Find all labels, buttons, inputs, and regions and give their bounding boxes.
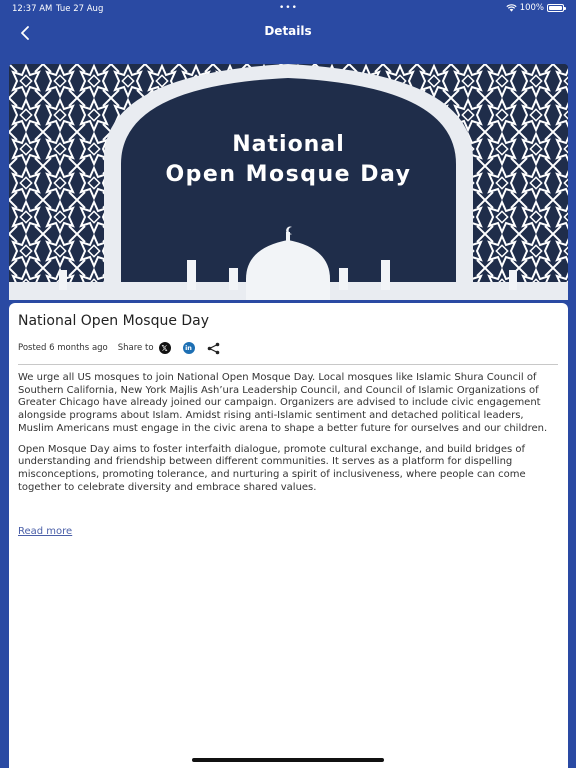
status-date: Tue 27 Aug: [56, 4, 104, 14]
article-meta: [18, 341, 221, 355]
divider: [18, 364, 558, 365]
article-banner-image: [9, 64, 568, 300]
battery-icon: [547, 4, 564, 12]
x-twitter-icon[interactable]: [159, 342, 171, 354]
share-glyph: [207, 342, 220, 355]
wifi-icon: [506, 4, 517, 12]
home-indicator[interactable]: [192, 758, 384, 762]
banner-title-line2: Open Mosque Day: [165, 162, 412, 187]
nav-bar: [0, 18, 576, 46]
read-more-link[interactable]: Read more: [18, 526, 73, 537]
page-title: Details: [264, 24, 312, 38]
article-title: National Open Mosque Day: [18, 313, 210, 329]
linkedin-icon[interactable]: [183, 342, 195, 354]
share-icon[interactable]: [207, 341, 221, 355]
status-bar: [0, 0, 576, 18]
article-paragraph-2: Open Mosque Day aims to foster interfaith dialogue, promote cultural exchange, and build bridges of understanding and friendship between different communities. It serves as a platform for dispelling misconceptions, promoting tolerance, and nurturing a spirit of inclusiveness, where people can come together to celebrate diversity and embrace shared values.: [18, 443, 526, 493]
posted-time: Posted 6 months ago: [18, 343, 108, 353]
article-card: [9, 303, 568, 768]
share-label: Share to: [117, 343, 154, 353]
status-time: 12:37 AM: [12, 4, 53, 14]
battery-percent: 100%: [519, 3, 544, 13]
article-body: [18, 372, 560, 502]
multitasking-dots-icon[interactable]: •••: [279, 3, 298, 13]
x-glyph: 𝕏: [161, 343, 168, 353]
status-right: [506, 3, 564, 13]
banner-title-line1: National: [232, 132, 345, 157]
article-paragraph-1: We urge all US mosques to join National Open Mosque Day. Local mosques like Islamic Shura Council of Southern California, New York Majlis Ash’ura Leadership Council, and Council of Islamic Organizations of Greater Chicago have already joined our campaign. Organizers are advised to include civic engagement alongside programs about Islam. Amidst rising anti-Islamic sentiment and detached political leaders, Muslim Americans must engage in the civic arena to shape a better future for ourselves and our children.: [18, 372, 548, 434]
linkedin-glyph: in: [185, 344, 192, 352]
